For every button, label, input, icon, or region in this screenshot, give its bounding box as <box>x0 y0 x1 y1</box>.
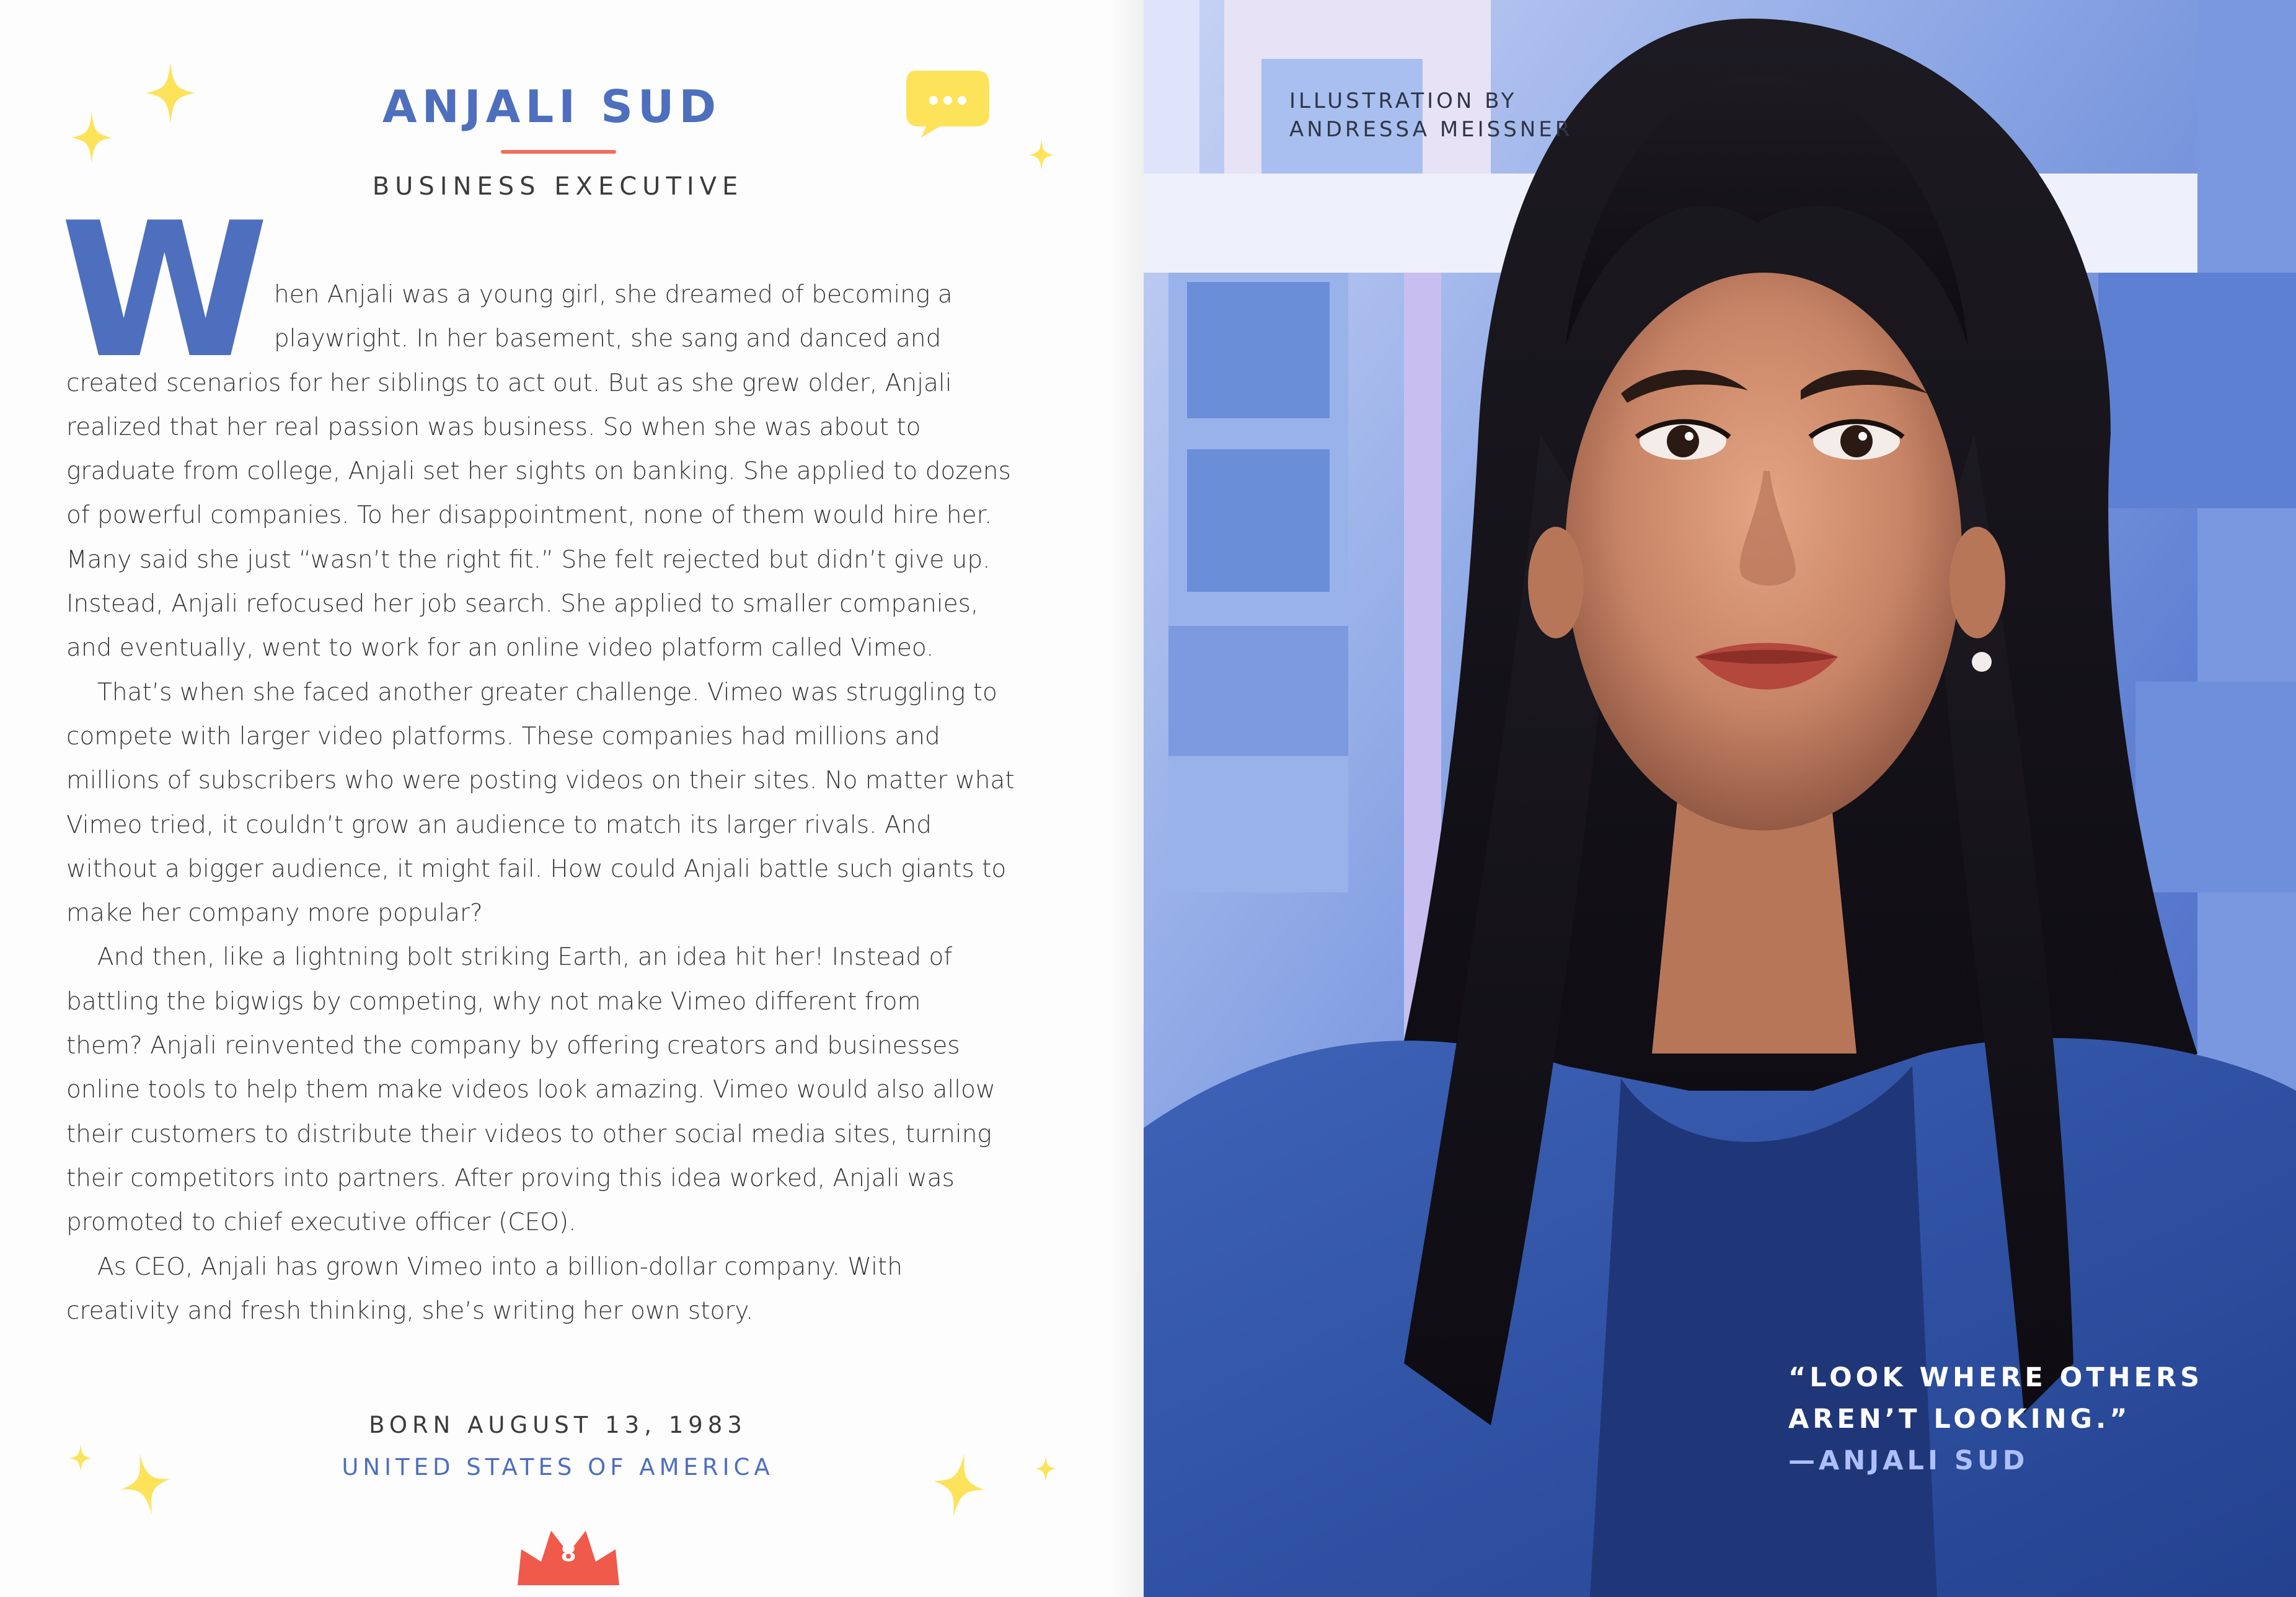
text-line: Many said she just “wasn’t the right fit.” She felt rejected but didn’t give up. <box>66 545 991 574</box>
quote <box>1788 1357 2203 1482</box>
text-line: playwright. In her basement, she sang and danced and <box>274 325 942 353</box>
title-underline <box>501 150 616 154</box>
sparkle-icon <box>121 1453 170 1515</box>
body-text <box>66 273 1071 1333</box>
page-title <box>335 81 769 133</box>
illustration-credit <box>1289 87 1573 144</box>
left-page <box>0 0 1144 1597</box>
quote-line-2: AREN’T LOOKING.” <box>1788 1404 2131 1435</box>
text-line: without a bigger audience, it might fail. How could Anjali battle such giants to <box>66 855 1007 883</box>
text-line: them? Anjali reinvented the company by offering creators and businesses <box>66 1032 960 1060</box>
text-line: battling the bigwigs by competing, why not make Vimeo different from <box>66 987 921 1016</box>
text-line: Vimeo tried, it couldn’t grow an audience to match its larger rivals. And <box>66 811 932 839</box>
drop-cap: W <box>60 183 263 399</box>
text-line: realized that her real passion was business. So when she was about to <box>66 413 921 441</box>
text-line: their competitors into partners. After proving this idea worked, Anjali was <box>66 1164 955 1192</box>
speech-bubble-icon <box>903 64 996 139</box>
text-line: of powerful companies. To her disappointment, none of them would hire her. <box>66 501 992 530</box>
page-number: 8 <box>560 1541 576 1567</box>
page-subtitle: BUSINESS EXECUTIVE <box>372 172 744 201</box>
sparkle-icon <box>146 62 195 124</box>
text-line: graduate from college, Anjali set her sights on banking. She applied to dozens <box>66 457 1011 486</box>
text-line: created scenarios for her siblings to act out. But as she grew older, Anjali <box>66 369 952 397</box>
sparkle-icon <box>1035 1455 1056 1482</box>
text-line: compete with larger video platforms. These companies had millions and <box>66 722 940 750</box>
gutter-shadow <box>1110 0 1147 1597</box>
text-line: creativity and fresh thinking, she’s writing her own story. <box>66 1296 754 1325</box>
text-line: make her company more popular? <box>66 899 483 928</box>
text-line: and eventually, went to work for an online video platform called Vimeo. <box>66 634 934 662</box>
quote-attribution: —ANJALI SUD <box>1788 1445 2029 1476</box>
text-line: As CEO, Anjali has grown Vimeo into a billion-dollar company. With <box>97 1252 903 1281</box>
credit-line-1: ILLUSTRATION BY <box>1289 89 1517 113</box>
text-line: And then, like a lightning bolt striking Earth, an idea hit her! Instead of <box>97 943 953 972</box>
title-text: ANJALI SUD <box>382 81 722 133</box>
credit-line-2: ANDRESSA MEISSNER <box>1289 117 1573 142</box>
country: UNITED STATES OF AMERICA <box>342 1454 774 1480</box>
text-line: hen Anjali was a young girl, she dreamed of becoming a <box>274 281 953 309</box>
quote-line-1: “LOOK WHERE OTHERS <box>1788 1362 2204 1393</box>
text-line: millions of subscribers who were posting videos on their sites. No matter what <box>66 767 1015 795</box>
sparkle-icon <box>71 112 112 164</box>
text-line: That’s when she faced another greater challenge. Vimeo was struggling to <box>97 678 997 706</box>
sparkle-icon <box>1029 139 1054 170</box>
sparkle-icon <box>69 1444 92 1472</box>
text-line: promoted to chief executive officer (CEO). <box>66 1208 576 1237</box>
text-line: online tools to help them make videos look amazing. Vimeo would also allow <box>66 1076 996 1104</box>
text-line: their customers to distribute their videos to other social media sites, turning <box>66 1120 992 1148</box>
text-line: Instead, Anjali refocused her job search. She applied to smaller companies, <box>66 590 979 618</box>
sparkle-icon <box>933 1453 985 1518</box>
birth-date: BORN AUGUST 13, 1983 <box>369 1412 747 1438</box>
